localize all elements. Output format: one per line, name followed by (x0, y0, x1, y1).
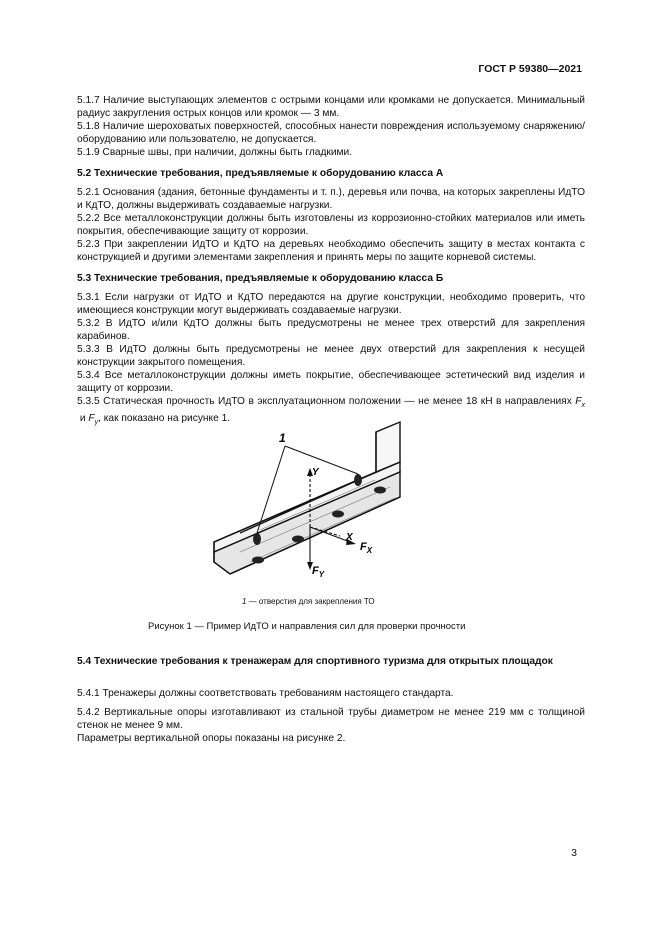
hole-3 (252, 557, 264, 564)
paragraph-5-3-3: 5.3.3 В ИдТО должны быть предусмотрены не менее двух отверстий для закрепления к несущей конструкции закрытого помещения. (77, 344, 585, 369)
paragraph-5-1-7-text: 5.1.7 Наличие выступающих элементов с острыми концами или кромками не допускается. Минимальный радиус закругления острых концов или кромок — 3 мм. (77, 95, 585, 120)
paragraph-5-3-4: 5.3.4 Все металлоконструкции должны иметь покрытие, обеспечивающее эстетический вид изделия и защиту от коррозии. (77, 370, 585, 395)
page-number: 3 (571, 847, 577, 859)
paragraph-5-3-5-text-b: , как показано на рисунке 1. (98, 413, 231, 425)
paragraph-5-4-2-note: Параметры вертикальной опоры показаны на рисунке 2. (77, 733, 346, 744)
hole-6 (374, 487, 386, 494)
leader-line-2 (285, 446, 358, 474)
hole-4 (292, 536, 304, 543)
paragraph-5-1-8: 5.1.8 Наличие шероховатых поверхностей, способных нанести повреждения используемому снаряжению/оборудованию или пользователю, не допускается. (77, 121, 585, 146)
force-fy-label (312, 565, 325, 579)
section-heading-5-2: 5.2 Технические требования, предъявляемые к оборудованию класса А (77, 168, 444, 179)
document-code: ГОСТ Р 59380—2021 (478, 63, 582, 75)
paragraph-5-1-9: 5.1.9 Сварные швы, при наличии, должны быть гладкими. (77, 147, 353, 158)
paragraph-5-3-2: 5.3.2 В ИдТО и/или КдТО должны быть предусмотрены не менее трех отверстий для закрепления карабинов. (77, 318, 585, 343)
paragraph-5-2-1: 5.2.1 Основания (здания, бетонные фундаменты и т. п.), деревья или почва, на которых закреплены ИдТО и КдТО, должны выдерживать создаваемые нагрузки. (77, 187, 585, 212)
force-fx-subscript: x (581, 402, 585, 410)
force-fx-label-sub: X (366, 546, 373, 555)
paragraph-5-4-2: 5.4.2 Вертикальные опоры изготавливают из стальной трубы диаметром не менее 219 мм с толщиной стенок не менее 9 мм. (77, 707, 585, 732)
legend-number: 1 (242, 597, 247, 606)
hole-5 (332, 511, 344, 518)
paragraph-5-2-3: 5.2.3 При закреплении ИдТО и КдТО на деревьях необходимо обеспечить защиту в местах контакта с конструкцией и другими элементами закрепления и принять меры по защите корневой системы. (77, 239, 585, 264)
figure-label-1: 1 (279, 431, 286, 445)
hole-1 (253, 533, 261, 545)
figure-1-angle-profile (200, 402, 430, 582)
force-fy-subscript: y (94, 419, 99, 427)
paragraph-5-3-1: 5.3.1 Если нагрузки от ИдТО и КдТО передаются на другие конструкции, необходимо проверить, что имеющиеся конструкции могут выдерживать создаваемые нагрузки. (77, 292, 585, 317)
axis-x-label: X (346, 532, 353, 543)
section-heading-5-4: 5.4 Технические требования к тренажерам для спортивного туризма для открытых площадок (77, 656, 553, 667)
figure-legend (242, 597, 375, 606)
axis-y-label: Y (312, 467, 319, 478)
force-fx-label (360, 541, 373, 555)
paragraph-5-4-1: 5.4.1 Тренажеры должны соответствовать требованиям настоящего стандарта. (77, 688, 454, 699)
figure-caption: Рисунок 1 — Пример ИдТО и направления сил для проверки прочности (148, 621, 466, 632)
force-fx-label-f: F (360, 541, 367, 553)
paragraph-5-1-7 (77, 94, 585, 120)
force-fx-symbol: F (575, 396, 582, 407)
paragraph-5-2-2: 5.2.2 Все металлоконструкции должны быть изготовлены из коррозионно-стойких материалов или иметь покрытия, обеспечивающие защиту от коррозии. (77, 213, 585, 238)
section-heading-5-3: 5.3 Технические требования, предъявляемые к оборудованию класса Б (77, 273, 444, 284)
paragraph-5-3-5-text-a: 5.3.5 Статическая прочность ИдТО в эксплуатационном положении — не менее 18 кН в направлениях (77, 396, 576, 407)
paragraph-5-3-5-and: и (77, 413, 89, 425)
force-fy-label-f: F (312, 565, 319, 577)
hole-2 (354, 474, 362, 486)
force-fy-label-sub: Y (318, 570, 325, 579)
legend-text: — отверстия для закрепления ТО (246, 597, 375, 606)
force-fy-symbol: F (88, 413, 95, 425)
